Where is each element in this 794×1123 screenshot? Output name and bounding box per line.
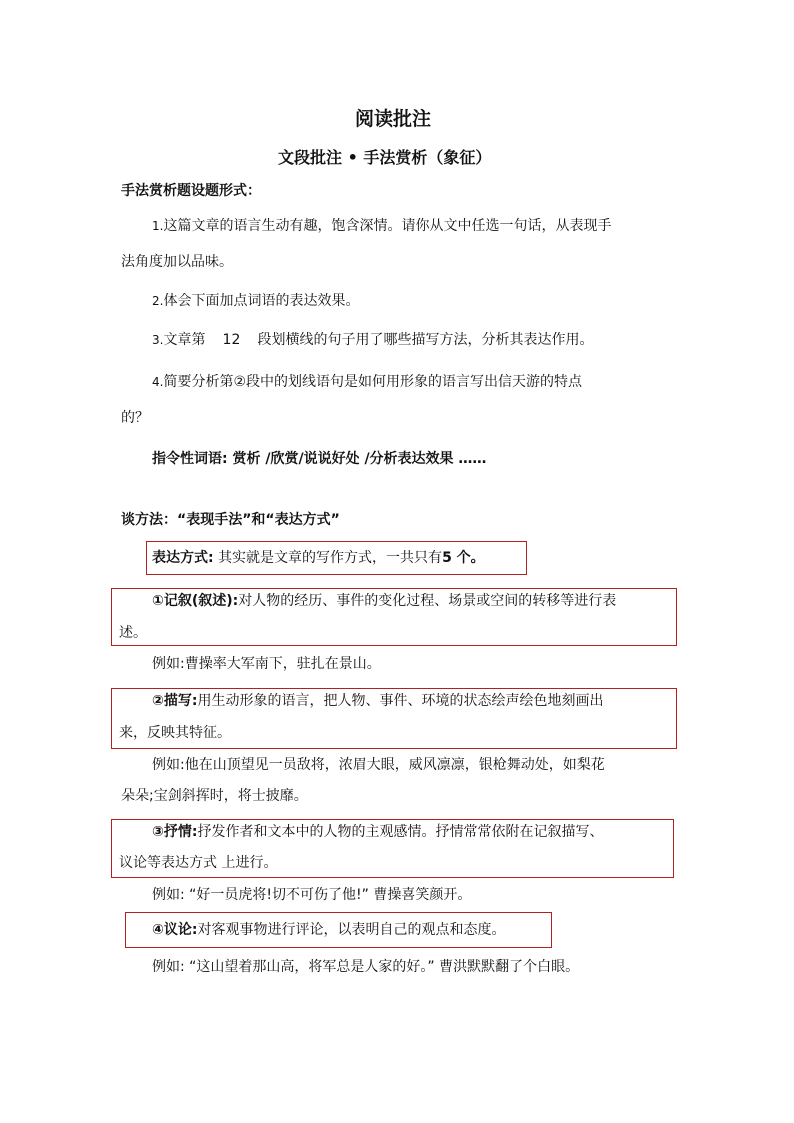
page-title: 阅读批注 (355, 108, 432, 130)
method-argument-example: 例如: “这山望着那山高，将军总是人家的好。” 曹洪默默翻了个白眼。 (152, 959, 580, 975)
question-3 (152, 330, 593, 350)
method-description: 对客观事物进行评论，以表明自己的观点和态度。 (197, 922, 506, 938)
question-4 (152, 372, 582, 392)
question-4-continued: 的？ (121, 410, 149, 426)
method-narration (152, 591, 616, 611)
method-lyric-example: 例如: “好一员虎将!切不可伤了他!” 曹操喜笑颜开。 (152, 887, 472, 903)
expression-label: 表达方式: (152, 550, 214, 566)
expression-definition (152, 548, 485, 568)
question-text: 体会下面加点词语的表达效果。 (163, 293, 360, 309)
method-description: 抒发作者和文本中的人物的主观感情。抒情常常依附在记叙描写、 (197, 824, 604, 840)
question-number: 3. (152, 333, 164, 347)
question-1 (152, 216, 611, 236)
method-lyric-continued: 议论等表达方式 上进行。 (119, 855, 278, 871)
question-number: 2. (152, 294, 164, 308)
expression-text: 其实就是文章的写作方式，一共只有 (218, 550, 443, 566)
question-forms-heading: 手法赏析题设题形式： (121, 183, 261, 199)
directive-words: 指令性词语: 赏析 /欣赏/说说好处 /分析表达效果 …… (152, 451, 487, 467)
method-label: ③抒情: (152, 824, 198, 840)
method-narration-example: 例如:曹操率大军南下，驻扎在景山。 (152, 656, 381, 672)
paragraph-number: 12 (222, 332, 241, 348)
method-argument (152, 920, 505, 940)
question-1-continued: 法角度加以品味。 (121, 254, 233, 270)
method-label: ①记叙(叙述): (152, 593, 239, 609)
expression-count: 5 个。 (442, 550, 485, 566)
method-description: 对人物的经历、事件的变化过程、场景或空间的转移等进行表 (238, 593, 617, 609)
methods-heading: 谈方法：“表现手法”和“表达方式” (121, 512, 340, 528)
method-label: ②描写: (152, 693, 198, 709)
method-description-example-continued: 朵朵;宝剑斜挥时，将士披靡。 (121, 788, 308, 804)
question-text: 文章第 (163, 332, 206, 348)
question-number: 4. (152, 375, 164, 389)
method-description-example: 例如:他在山顶望见一员敌将，浓眉大眼，威风凛凛，银枪舞动处，如梨花 (152, 757, 605, 773)
question-text: 段划横线的句子用了哪些描写方法，分析其表达作用。 (257, 332, 594, 348)
page-subtitle: 文段批注 • 手法赏析（象征） (278, 148, 492, 167)
method-description-continued: 来，反映其特征。 (119, 725, 231, 741)
question-text: 简要分析第②段中的划线语句是如何用形象的语言写出信天游的特点 (163, 374, 583, 390)
question-2 (152, 291, 359, 311)
question-number: 1. (152, 219, 164, 233)
method-description-item (152, 691, 603, 711)
method-lyric (152, 822, 603, 842)
method-narration-continued: 述。 (119, 625, 147, 641)
method-label: ④议论: (152, 922, 198, 938)
question-text: 这篇文章的语言生动有趣，饱含深情。请你从文中任选一句话，从表现手 (163, 218, 612, 234)
method-description: 用生动形象的语言，把人物、事件、环境的状态绘声绘色地刻画出 (197, 693, 604, 709)
